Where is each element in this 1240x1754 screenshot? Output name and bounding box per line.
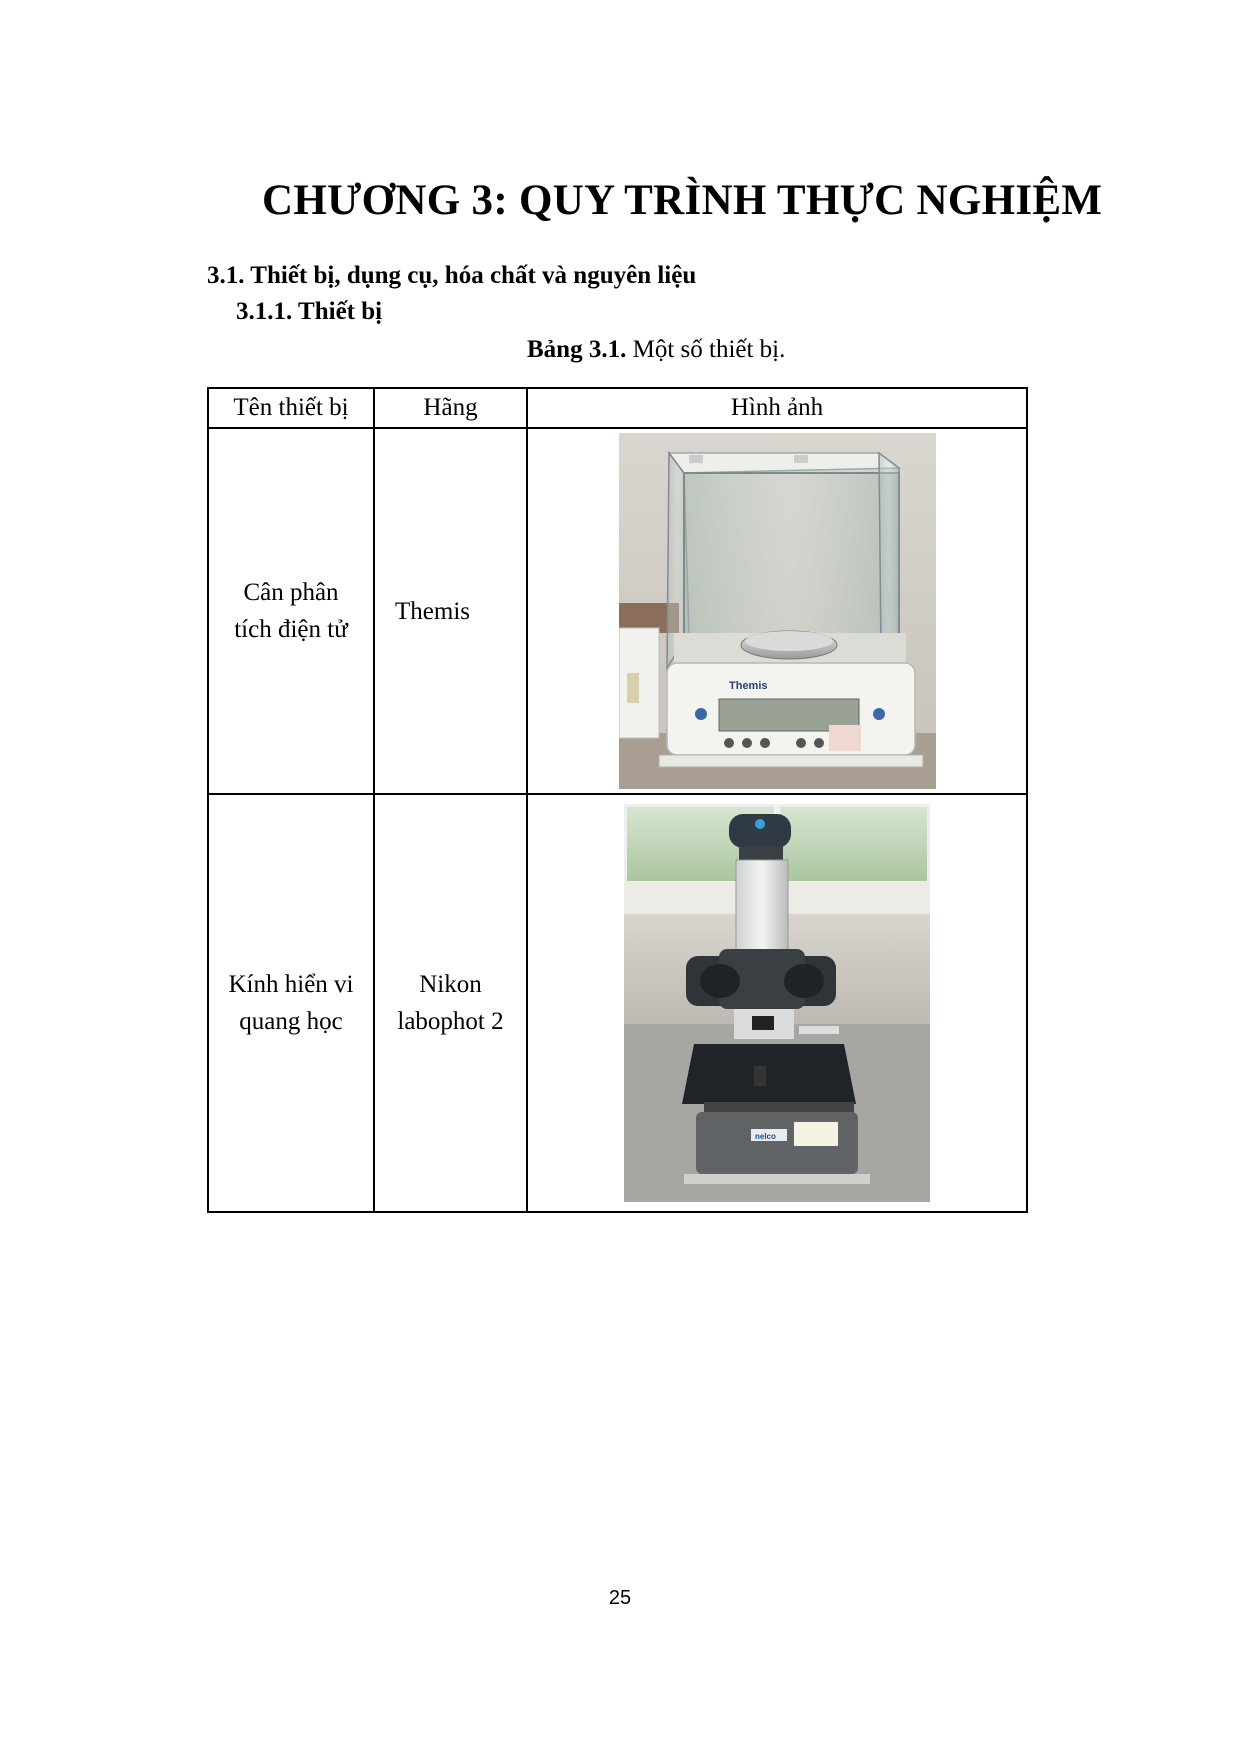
analytical-balance-photo [619, 433, 936, 789]
device-name-cell [208, 428, 374, 794]
brand-line: Nikon [419, 971, 482, 998]
section-heading: 3.1. Thiết bị, dụng cụ, hóa chất và nguyên liệu [207, 262, 697, 289]
header-brand: Hãng [374, 388, 527, 428]
brand-cell [374, 428, 527, 794]
table-caption-text: Một số thiết bị. [626, 336, 786, 363]
device-label: nelco [755, 1132, 776, 1141]
device-label: Themis [728, 680, 768, 692]
table-caption [527, 336, 785, 364]
header-device-name: Tên thiết bị [208, 388, 374, 428]
chapter-title: CHƯƠNG 3: QUY TRÌNH THỰC NGHIỆM [262, 177, 1103, 224]
page-number: 25 [608, 1587, 632, 1609]
device-name-cell [208, 794, 374, 1212]
header-image: Hình ảnh [527, 388, 1027, 428]
table-row [208, 428, 1027, 794]
device-name-line: tích điện tử [234, 616, 348, 643]
subsection-heading: 3.1.1. Thiết bị [236, 298, 383, 325]
table-header-row [208, 388, 1027, 428]
device-name-line: Kính hiển vi [228, 971, 354, 998]
device-name-line: Cân phân [243, 579, 339, 606]
table-row [208, 794, 1027, 1212]
brand-line: Themis [395, 597, 470, 625]
device-name-line: quang học [239, 1008, 343, 1035]
image-cell [527, 428, 1027, 794]
brand-line: labophot 2 [397, 1008, 504, 1035]
table-caption-label: Bảng 3.1. [527, 336, 627, 363]
microscope-photo [624, 804, 930, 1202]
equipment-table [207, 387, 1028, 1213]
brand-cell [374, 794, 527, 1212]
image-cell [527, 794, 1027, 1212]
